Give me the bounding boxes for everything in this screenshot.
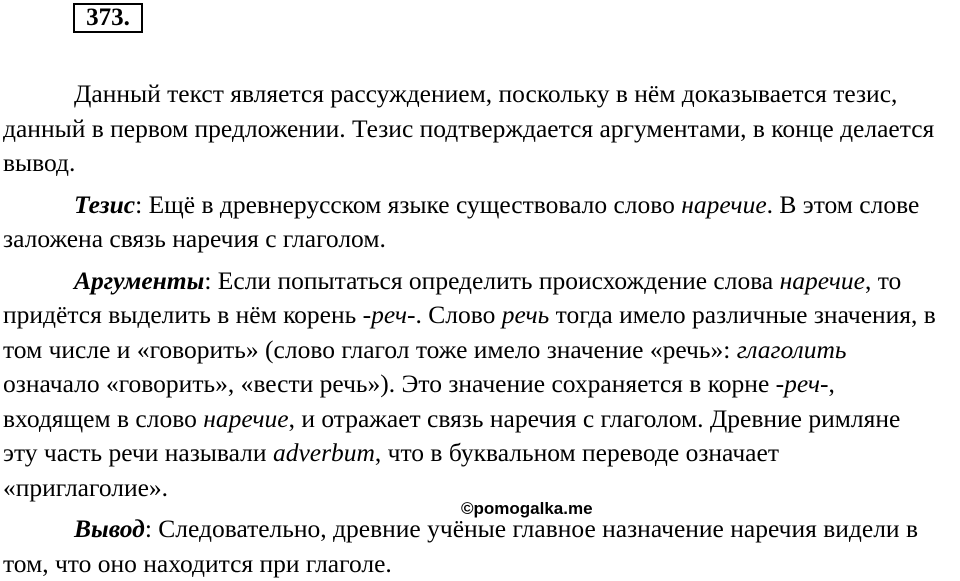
arguments-label: Аргументы	[74, 265, 205, 295]
arguments-italic-4: глаголить	[736, 334, 847, 364]
thesis-colon: :	[135, 189, 149, 219]
exercise-number: 373.	[86, 4, 130, 31]
conclusion-label: Вывод	[74, 514, 145, 543]
arguments-text-7: , и отражает связь наречия с глаголом. Древние римляне эту часть речи называли	[3, 403, 901, 467]
thesis-paragraph	[3, 188, 939, 257]
conclusion-text: Следовательно, древние учёные главное назначение наречия видели в том, что оно находится при глаголе.	[3, 514, 918, 578]
arguments-text-5: означало «говорить», «вести речь»). Это значение сохраняется в корне	[3, 369, 776, 398]
conclusion-colon: :	[144, 514, 159, 543]
arguments-text-8: , что в буквальном переводе означает «приглаголие».	[3, 438, 779, 502]
arguments-paragraph	[3, 264, 939, 506]
arguments-italic-1: наречие	[779, 265, 865, 295]
intro-paragraph	[3, 77, 939, 181]
arguments-text-2: , то придётся выделить в нём корень	[3, 265, 902, 329]
arguments-italic-3: речь	[501, 300, 550, 329]
thesis-italic-word: наречие	[681, 189, 767, 219]
arguments-italic-7: adverbum	[272, 438, 375, 467]
thesis-text-2: . В этом слове заложена связь наречия с глаголом.	[3, 189, 920, 253]
arguments-text-6: , входящем в слово	[3, 369, 835, 433]
arguments-colon: :	[204, 265, 218, 295]
arguments-text-4: тогда имело различные значения, в том числе и «говорить» (слово глагол тоже имело значение «речь»:	[3, 300, 936, 364]
arguments-italic-5: -реч-	[775, 369, 829, 398]
thesis-text-1: Ещё в древнерусском языке существовало слово	[148, 189, 682, 219]
arguments-text-1: Если попытаться определить происхождение слова	[217, 265, 780, 295]
conclusion-paragraph	[3, 512, 939, 581]
arguments-italic-2: -реч-	[362, 300, 416, 329]
exercise-number-box	[73, 3, 143, 33]
watermark: ©pomogalka.me	[461, 499, 593, 518]
thesis-label: Тезис	[74, 189, 136, 219]
arguments-text-3: . Слово	[415, 300, 502, 329]
arguments-italic-6: наречие	[203, 403, 289, 433]
intro-text: Данный текст является рассуждением, поскольку в нём доказывается тезис, данный в первом предложении. Тезис подтверждается аргументами, в конце делается вывод.	[3, 79, 935, 177]
